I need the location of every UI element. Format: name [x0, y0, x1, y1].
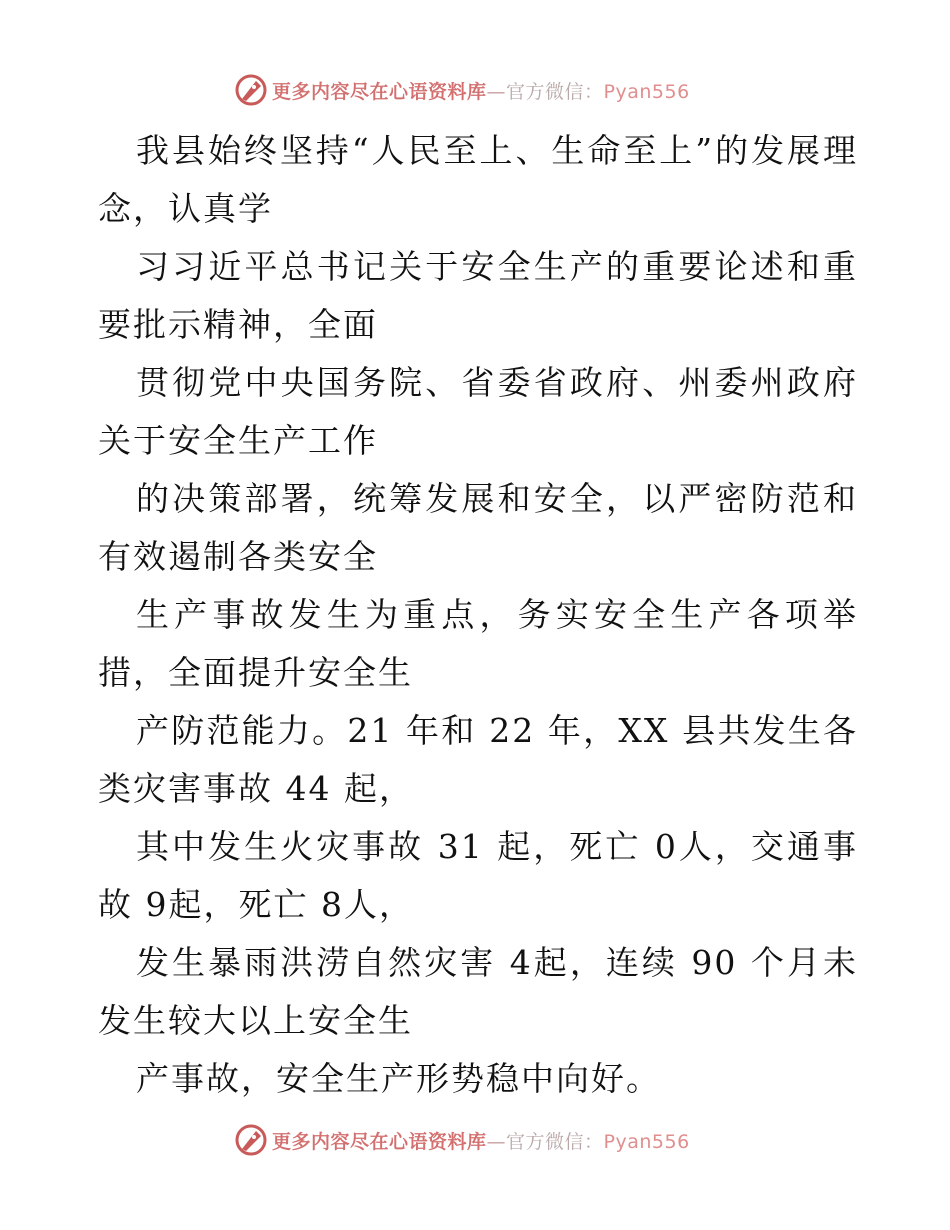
watermark-official-label: 官方微信： [506, 1130, 604, 1153]
pen-nib-logo-icon [234, 73, 268, 107]
watermark-text [272, 1127, 690, 1154]
watermark-brand: 更多内容尽在心语资料库 [272, 1130, 487, 1153]
watermark-brand: 更多内容尽在心语资料库 [272, 80, 487, 103]
watermark-handle: Pyan556 [603, 80, 690, 103]
paragraph-6: 产防范能力。21 年和 22 年，XX 县共发生各类灾害事故 44 起， [98, 711, 858, 808]
paragraph-2: 习习近平总书记关于安全生产的重要论述和重要批示精神，全面 [98, 247, 858, 344]
footer-watermark [234, 1122, 690, 1158]
paragraph-1: 我县始终坚持“人民至上、生命至上”的发展理念，认真学 [98, 131, 858, 228]
watermark-text [272, 77, 690, 104]
watermark-handle: Pyan556 [603, 1130, 690, 1153]
paragraph-7: 其中发生火灾事故 31 起，死亡 0人，交通事故 9起，死亡 8人， [98, 827, 858, 924]
header-watermark [234, 72, 690, 108]
paragraph-5: 生产事故发生为重点，务实安全生产各项举措，全面提升安全生 [98, 595, 858, 692]
watermark-dash: — [486, 1130, 507, 1153]
paragraph-4: 的决策部署，统筹发展和安全，以严密防范和有效遏制各类安全 [98, 479, 858, 576]
paragraph-8: 发生暴雨洪涝自然灾害 4起，连续 90 个月未发生较大以上安全生 [98, 943, 858, 1040]
watermark-official-label: 官方微信： [506, 80, 604, 103]
pen-nib-logo-icon [234, 1123, 268, 1157]
watermark-dash: — [486, 80, 507, 103]
paragraph-3: 贯彻党中央国务院、省委省政府、州委州政府关于安全生产工作 [98, 363, 858, 460]
document-body [98, 122, 858, 1108]
paragraph-9: 产事故，安全生产形势稳中向好。 [136, 1059, 661, 1098]
